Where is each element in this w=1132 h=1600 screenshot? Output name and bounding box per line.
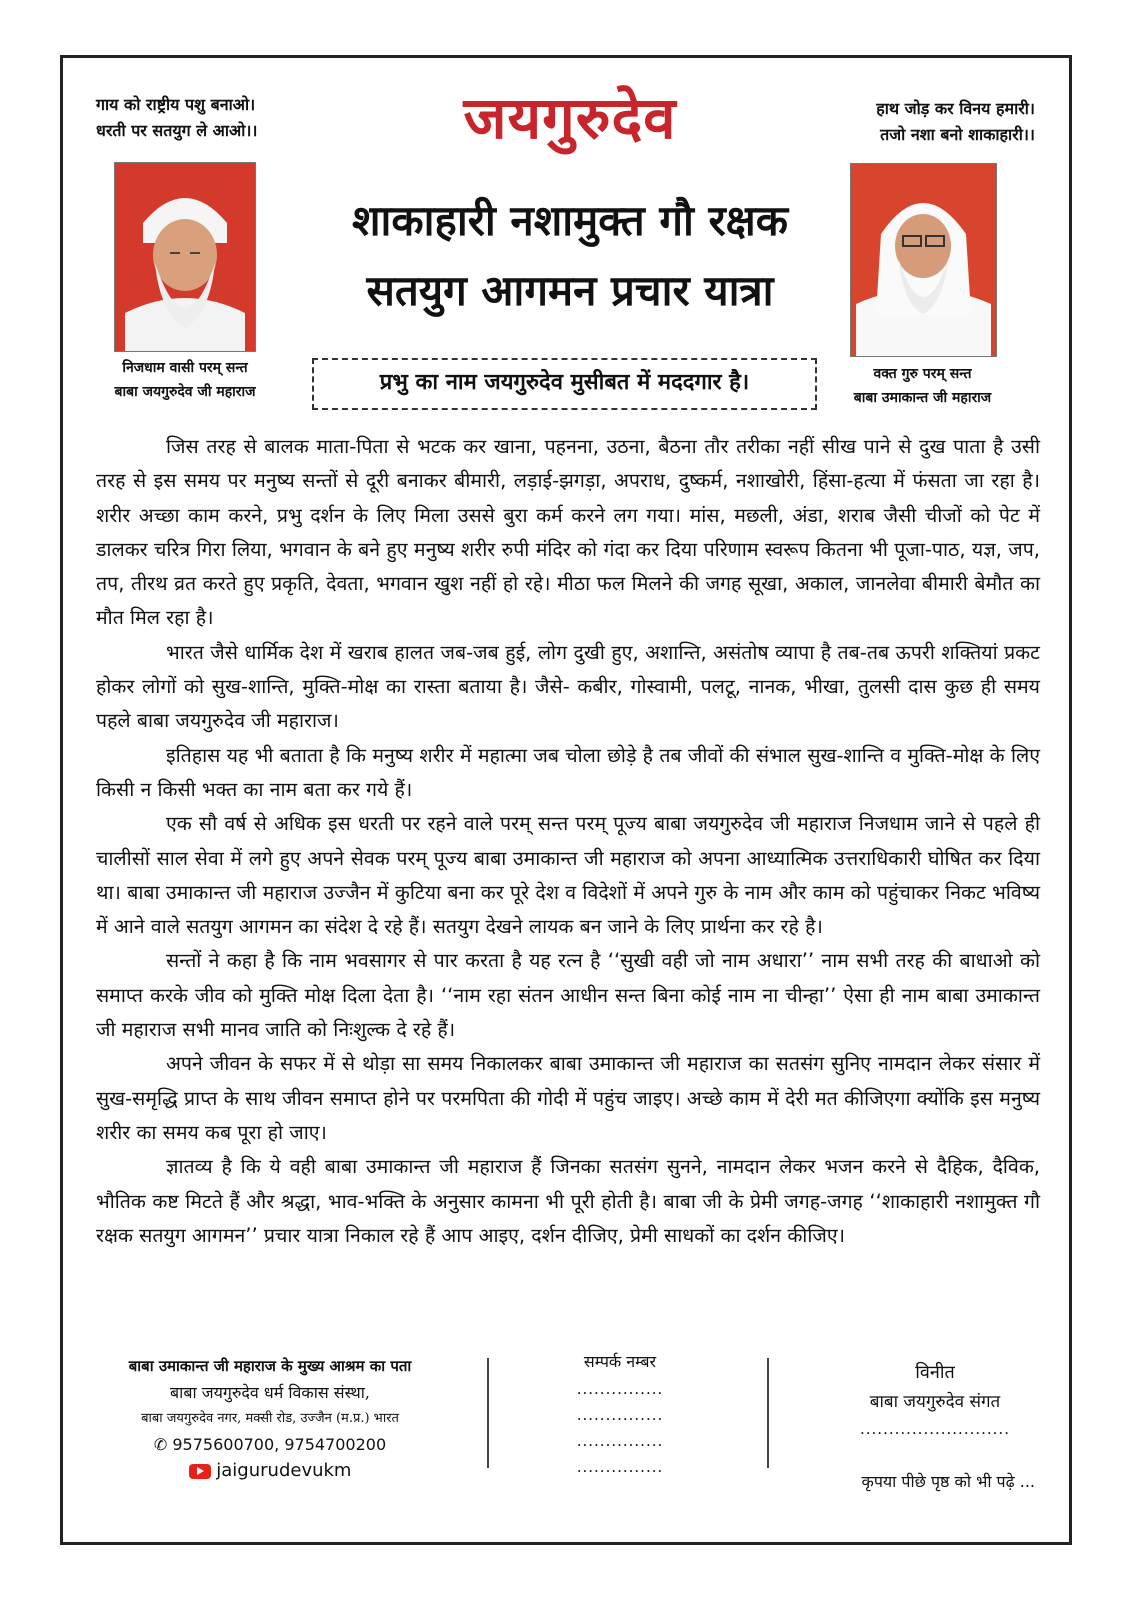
body-text [96, 430, 1040, 1253]
right-verse-line-1: हाथ जोड़ कर विनय हमारी। [876, 99, 1035, 118]
youtube-icon [189, 1464, 211, 1479]
org-name: बाबा जयगुरुदेव धर्म विकास संस्था, [170, 1383, 370, 1402]
right-verse-line-2: तजो नशा बनो शाकाहारी।। [880, 125, 1035, 144]
paragraph-7: ज्ञातव्य है कि ये वही बाबा उमाकान्त जी महाराज हैं जिनका सतसंग सुनने, नामदान लेकर भजन करने से दैहिक, दैविक, भौतिक कष्ट मिटते हैं और श्रद्धा, भाव-भक्ति के अनुसार कामना भी पूरी होती है। बाबा जी के प्रेमी जगह-जगह ‘‘शाकाहारी नशामुक्त गौ रक्षक सतयुग आगमन’’ प्रचार यात्रा निकाल रहे हैं आप आइए, दर्शन दीजिए, प्रेमी साधकों का दर्शन कीजिए। [96, 1155, 1040, 1247]
right-verse [810, 96, 1035, 148]
youtube-handle[interactable]: jaigurudevukm [216, 1460, 352, 1481]
left-caption-line-1: निजधाम वासी परम् सन्त [122, 360, 248, 376]
portrait-image-left [115, 163, 255, 351]
footer-divider-left [487, 1358, 489, 1468]
subtitle-line-2: सतयुग आगमन प्रचार यात्रा [366, 266, 774, 315]
photo-baba-jaigurudev [114, 162, 256, 352]
main-title: जयगुरुदेव [463, 84, 677, 152]
footer-vineet [830, 1358, 1040, 1442]
footer-divider-right [767, 1358, 769, 1468]
right-caption-line-1: वक्त गुरु परम् सन्त [873, 366, 972, 382]
photo-baba-umakant [850, 163, 997, 357]
phone-row [80, 1432, 460, 1458]
paragraph-2: भारत जैसे धार्मिक देश में खराब हालत जब-जब हुई, लोग दुखी हुए, अशान्ति, असंतोष व्यापा है तब-तब ऊपरी शक्तियां प्रकट होकर लोगों को सुख-शान्ति, मुक्ति-मोक्ष का रास्ता बताया है। जैसे- कबीर, गोस्वामी, पलटू, नानक, भीखा, तुलसी दास कुछ ही समय पहले बाबा जयगुरुदेव जी महाराज। [96, 640, 1040, 733]
left-verse [96, 92, 316, 144]
address-line: बाबा जयगुरुदेव नगर, मक्सी रोड, उज्जैन (म.प्र.) भारत [141, 1411, 399, 1426]
back-page-note: कृपया पीछे पृष्ठ को भी पढ़े ... [861, 1472, 1035, 1491]
left-verse-line-1: गाय को राष्ट्रीय पशु बनाओ। [96, 95, 256, 114]
contact-dots-3: ............... [576, 1432, 664, 1450]
sangat-label: बाबा जयगुरुदेव संगत [869, 1392, 1001, 1412]
paragraph-5: सन्तों ने कहा है कि नाम भवसागर से पार करता है यह रत्न है ‘‘सुखी वही जो नाम अधारा’’ नाम सभी तरह की बाधाओ को समाप्त करके जीव को मुक्ति मोक्ष दिला देता है। ‘‘नाम रहा संतन आधीन सन्त बिना कोई नाम ना चीन्हा’’ ऐसा ही नाम बाबा उमाकान्त जी महाराज सभी मानव जाति को निःशुल्क दे रहे हैं। [96, 949, 1040, 1042]
address-heading: बाबा उमाकान्त जी महाराज के मुख्य आश्रम का पता [128, 1357, 412, 1375]
phone-numbers: 9575600700, 9754700200 [172, 1435, 387, 1454]
vineet-label: विनीत [915, 1362, 955, 1383]
left-caption-line-2: बाबा जयगुरुदेव जी महाराज [114, 384, 256, 400]
contact-dots-4: ............... [576, 1458, 664, 1476]
left-caption [90, 356, 280, 404]
paragraph-1: जिस तरह से बालक माता-पिता से भटक कर खाना, पहनना, उठना, बैठना तौर तरीका नहीं सीख पाने से दुख पाता है उसी तरह से इस समय पर मनुष्य सन्तों से दूरी बनाकर बीमारी, लड़ाई-झगड़ा, अपराध, दुष्कर्म, नशाखोरी, हिंसा-हत्या में फंसता जा रहा है। शरीर अच्छा काम करने, प्रभु दर्शन के लिए मिला उससे बुरा कर्म करने लग गया। मांस, मछली, अंडा, शराब जैसी चीजों को पेट में डालकर चरित्र गिरा लिया, भगवान के बने हुए मनुष्य शरीर रुपी मंदिर को गंदा कर दिया परिणाम स्वरूप कितना भी पूजा-पाठ, यज्ञ, जप, तप, तीरथ व्रत करते हुए प्रकृति, देवता, भगवान खुश नहीं हो रहे। मीठा फल मिलने की जगह सूखा, अकाल, जानलेवा बीमारी बेमौत का मौत मिल रहा है। [96, 435, 1040, 630]
footer-address [80, 1352, 460, 1484]
portrait-image-right [851, 164, 996, 356]
contact-heading: सम्पर्क नम्बर [583, 1352, 657, 1371]
footer-contact [545, 1348, 695, 1480]
left-verse-line-2: धरती पर सतयुग ले आओ।। [96, 121, 258, 140]
right-caption-line-2: बाबा उमाकान्त जी महाराज [853, 390, 992, 406]
right-caption [830, 362, 1015, 410]
sign-dots: .......................... [860, 1420, 1010, 1438]
paragraph-4: एक सौ वर्ष से अधिक इस धरती पर रहने वाले परम् सन्त परम् पूज्य बाबा जयगुरुदेव जी महाराज निजधाम जाने से पहले ही चालीसों साल सेवा में लगे हुए अपने सेवक परम् पूज्य बाबा उमाकान्त जी महाराज को अपना आध्यात्मिक उत्तराधिकारी घोषित कर दिया था। बाबा उमाकान्त जी महाराज उज्जैन में कुटिया बना कर पूरे देश व विदेशों में अपने गुरु के नाम और काम को पहुंचाकर निकट भविष्य में आने वाले सतयुग आगमन का संदेश दे रहे हैं। सतयुग देखने लायक बन जाने के लिए प्रार्थना कर रहे है। [96, 812, 1040, 939]
phone-icon: ✆ [153, 1435, 168, 1454]
subtitle-line-1: शाकाहारी नशामुक्त गौ रक्षक [351, 196, 789, 245]
slogan-box: प्रभु का नाम जयगुरुदेव मुसीबत में मददगार है। [312, 358, 817, 410]
contact-dots-2: ............... [576, 1406, 664, 1424]
paragraph-3: इतिहास यह भी बताता है कि मनुष्य शरीर में महात्मा जब चोला छोड़े है तब जीवों की संभाल सुख-शान्ति व मुक्ति-मोक्ष के लिए किसी न किसी भक्त का नाम बता कर गये हैं। [96, 743, 1040, 801]
contact-dots-1: ............... [576, 1380, 664, 1398]
paragraph-6: अपने जीवन के सफर में से थोड़ा सा समय निकालकर बाबा उमाकान्त जी महाराज का सतसंग सुनिए नामदान लेकर संसार में सुख-समृद्धि प्राप्त के साथ जीवन समाप्त होने पर परमपिता की गोदी में पहुंच जाइए। अच्छे काम में देरी मत कीजिएगा क्योंकि इस मनुष्य शरीर का समय कब पूरा हो जाए। [96, 1052, 1040, 1144]
youtube-row[interactable] [80, 1458, 460, 1484]
